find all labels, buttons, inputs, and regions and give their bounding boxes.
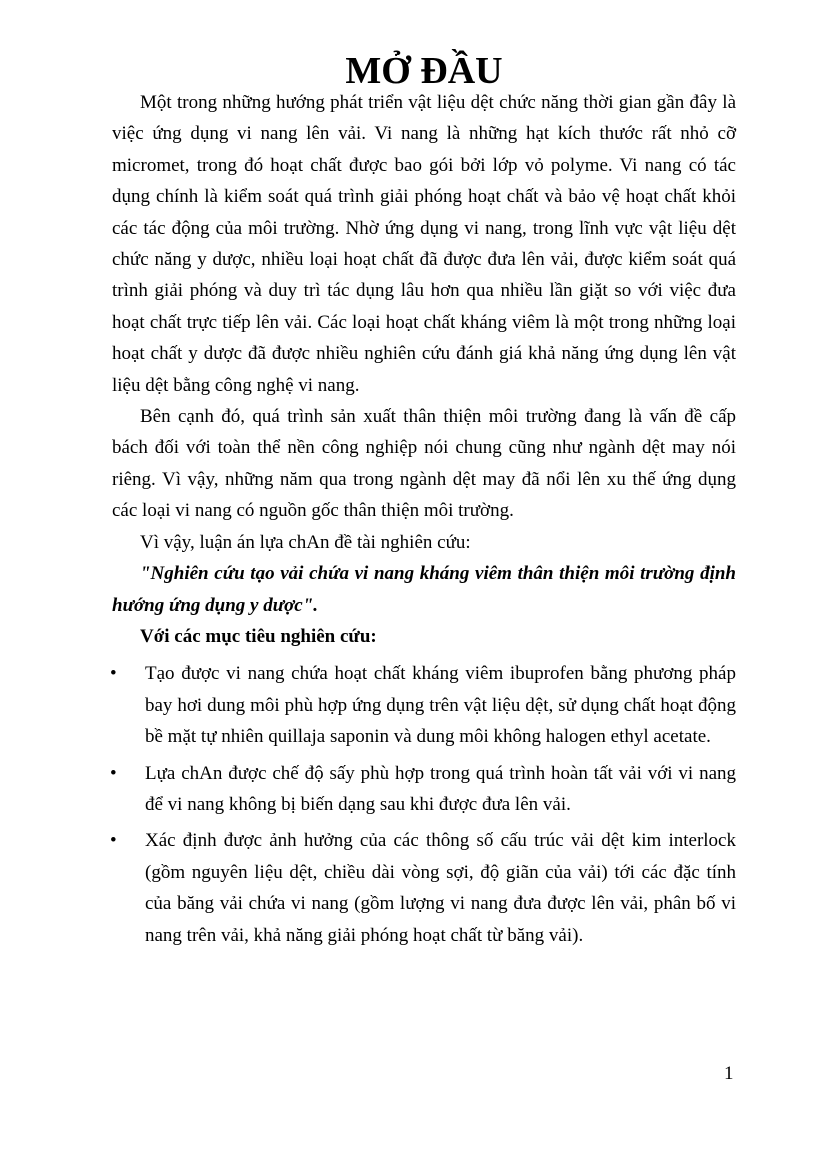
bullet-icon: • xyxy=(110,762,117,784)
document-page xyxy=(110,50,736,956)
intro-paragraph: Một trong những hướng phát triển vật liệu dệt chức năng thời gian gần đây là việc ứng dụng vi nang lên vải. Vi nang là những hạt kích thước rất nhỏ cỡ micromet, trong đó hoạt chất được bao gói bởi lớp vỏ polyme. Vi nang có tác dụng chính là kiểm soát quá trình giải phóng hoạt chất và bảo vệ hoạt chất khỏi các tác động của môi trường. Nhờ ứng dụng vi nang, trong lĩnh vực vật liệu dệt chức năng y dược, nhiều loại hoạt chất đã được đưa lên vải, được kiểm soát quá trình giải phóng và duy trì tác dụng lâu hơn qua nhiều lần giặt so với việc đưa hoạt chất trực tiếp lên vải. Các loại hoạt chất kháng viêm là một trong những loại hoạt chất y dược đã được nhiều nghiên cứu đánh giá khả năng ứng dụng lên vật liệu dệt bằng công nghệ vi nang. xyxy=(112,92,736,396)
research-title: "Nghiên cứu tạo vải chứa vi nang kháng viêm thân thiện môi trường định hướng ứng dụng y dược". xyxy=(112,563,736,616)
objective-text: Lựa chAn được chế độ sấy phù hợp trong quá trình hoàn tất vải với vi nang để vi nang không bị biến dạng sau khi được đưa lên vải. xyxy=(145,762,736,815)
objective-text: Xác định được ảnh hưởng của các thông số cấu trúc vải dệt kim interlock (gồm nguyên liệu dệt, chiều dài vòng sợi, độ giãn của vải) tới các đặc tính của băng vải chứa vi nang (gồm lượng vi nang đưa được lên vải, phân bố vi nang trên vải, khả năng giải phóng hoạt chất từ băng vải). xyxy=(145,830,736,946)
section-title: MỞ ĐẦU xyxy=(345,50,503,92)
objectives-heading: Với các mục tiêu nghiên cứu: xyxy=(140,625,377,647)
context-paragraph: Bên cạnh đó, quá trình sản xuất thân thiện môi trường đang là vấn đề cấp bách đối với toàn thể nền công nghiệp nói chung cũng như ngành dệt may nói riêng. Vì vậy, những năm qua trong ngành dệt may đã nổi lên xu thế ứng dụng các loại vi nang có nguồn gốc thân thiện môi trường. xyxy=(112,406,736,522)
objectives-list xyxy=(112,658,736,951)
objective-item xyxy=(112,825,736,951)
bullet-icon: • xyxy=(110,663,117,685)
page-number: 1 xyxy=(724,1063,734,1084)
topic-intro-paragraph: Vì vậy, luận án lựa chAn đề tài nghiên cứu: xyxy=(140,531,471,553)
bullet-icon: • xyxy=(110,830,117,852)
objective-text: Tạo được vi nang chứa hoạt chất kháng viêm ibuprofen bằng phương pháp bay hơi dung môi phù hợp ứng dụng trên vật liệu dệt, sử dụng chất hoạt động bề mặt tự nhiên quillaja saponin và dung môi không halogen ethyl acetate. xyxy=(145,663,736,748)
objective-item xyxy=(112,758,736,821)
objective-item xyxy=(112,658,736,752)
